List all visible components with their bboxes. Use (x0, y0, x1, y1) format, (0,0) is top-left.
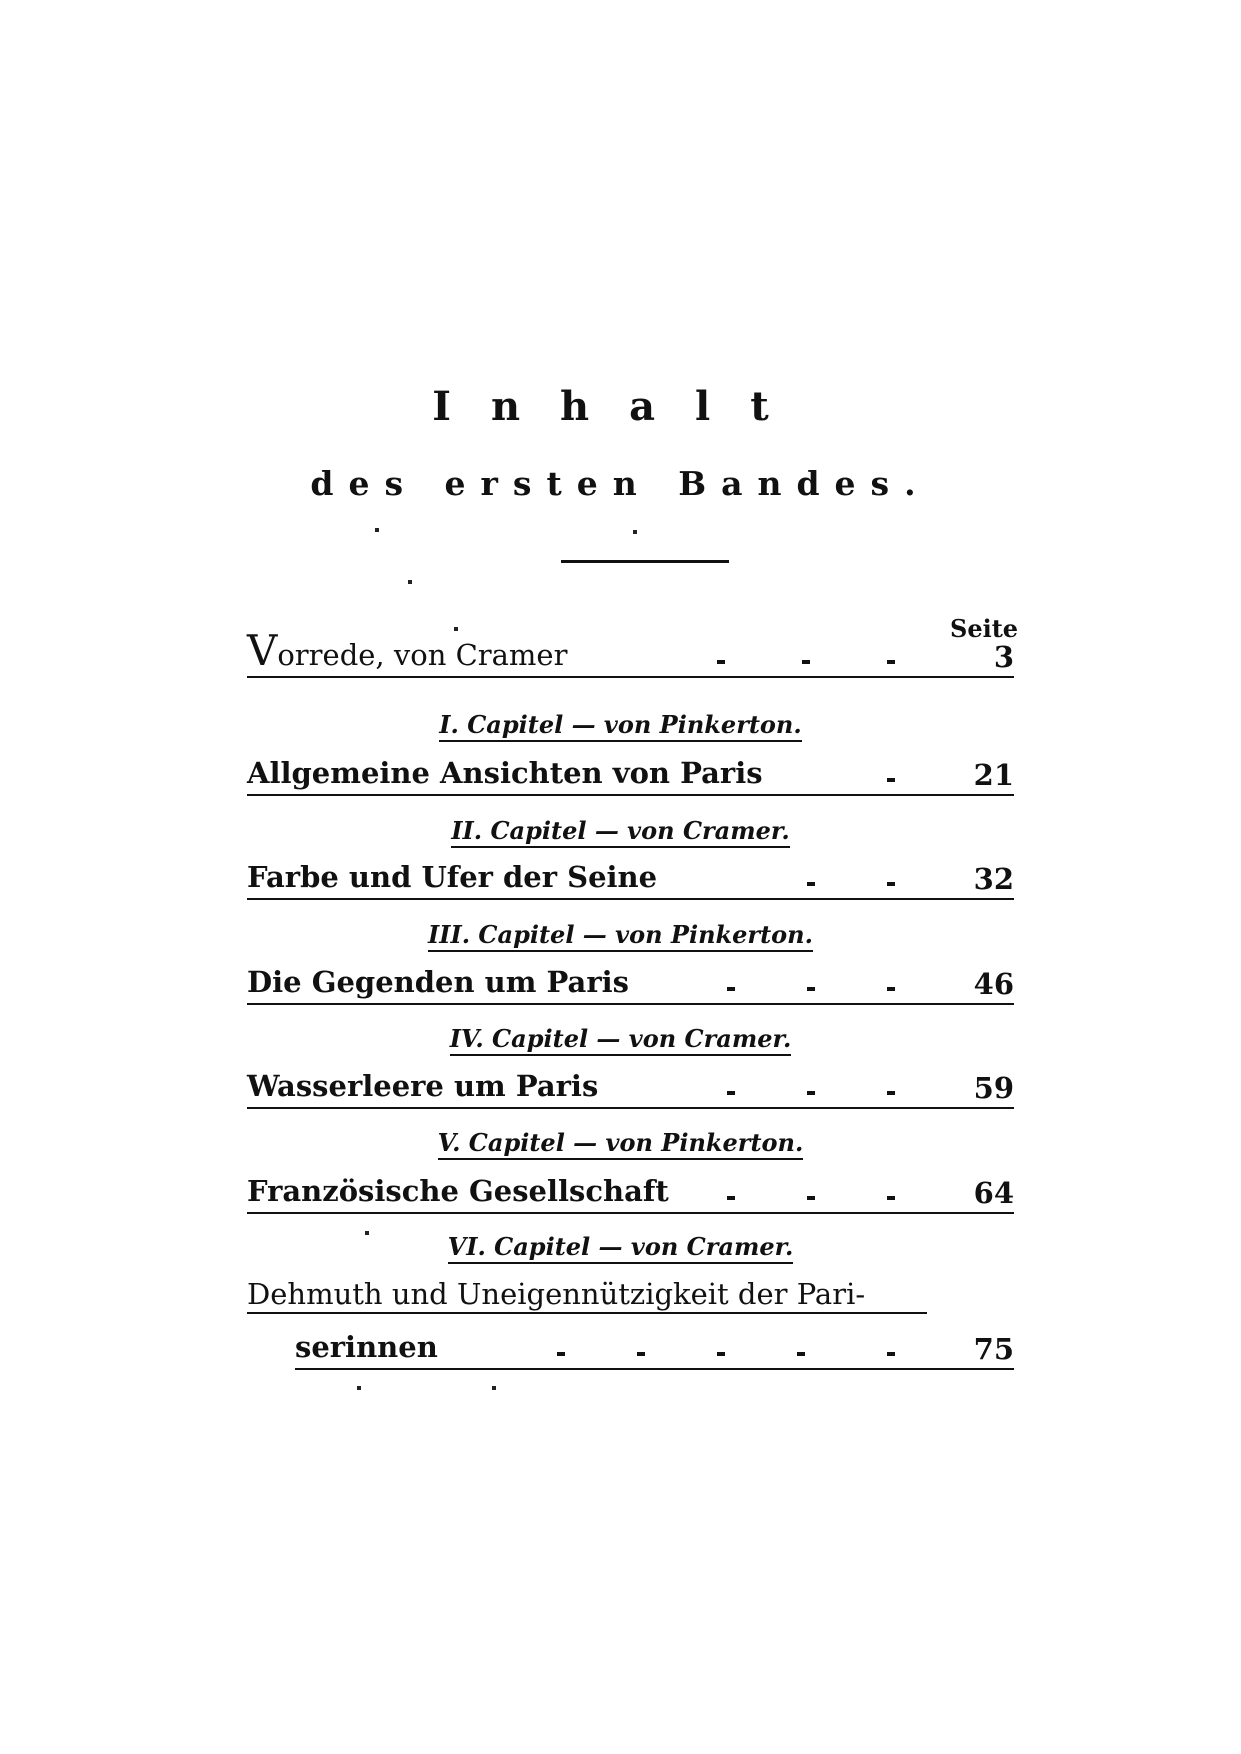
scan-speck (375, 528, 379, 532)
leader-dots (247, 975, 1014, 995)
leader-dot (887, 882, 895, 886)
scan-speck (492, 1386, 496, 1390)
leader-dot (887, 1196, 895, 1200)
toc-title: Inhalt (432, 383, 809, 430)
leader-dot (887, 778, 895, 782)
leader-dot (637, 1352, 645, 1356)
chapter-heading (0, 1128, 1241, 1158)
chapter-heading-text: V. Capitel — von Pinkerton. (438, 1128, 804, 1160)
leader-dot (887, 1352, 895, 1356)
chapter-heading-text: II. Capitel — von Cramer. (451, 816, 789, 848)
toc-entry (295, 1322, 1014, 1370)
scan-speck (454, 627, 458, 631)
toc-entry-page: 46 (973, 967, 1014, 1001)
leader-dot (887, 660, 895, 664)
leader-dot (807, 1091, 815, 1095)
leader-dot (727, 1196, 735, 1200)
toc-entry-title: Französische Gesellschaft (247, 1174, 669, 1208)
toc-entry-page: 64 (973, 1176, 1014, 1210)
leader-dots (247, 1184, 1014, 1204)
leader-dots (247, 766, 1014, 786)
leader-dot (727, 987, 735, 991)
leader-dot (807, 882, 815, 886)
toc-entry-title: Die Gegenden um Paris (247, 965, 629, 999)
toc-entry (247, 748, 1014, 796)
leader-dots (247, 1079, 1014, 1099)
toc-entry-title: Wasserleere um Paris (247, 1069, 599, 1103)
title-divider (561, 560, 729, 563)
toc-entry-title-line1: Dehmuth und Uneigennützigkeit der Pari- (247, 1276, 927, 1314)
toc-entry-page: 21 (973, 758, 1014, 792)
leader-dot (717, 660, 725, 664)
page-column-label: Seite (950, 614, 1019, 643)
toc-entry (247, 957, 1014, 1005)
leader-dots (247, 648, 1014, 668)
leader-dot (887, 1091, 895, 1095)
scan-speck (633, 530, 637, 534)
leader-dots (247, 870, 1014, 890)
toc-entry-page: 32 (973, 862, 1014, 896)
leader-dot (557, 1352, 565, 1356)
toc-entry-page: 3 (993, 640, 1014, 674)
leader-dot (802, 660, 810, 664)
leader-dot (807, 1196, 815, 1200)
toc-entry-page: 75 (973, 1332, 1014, 1366)
chapter-heading-text: III. Capitel — von Pinkerton. (428, 920, 813, 952)
chapter-heading (0, 920, 1241, 950)
toc-entry (247, 1061, 1014, 1109)
chapter-heading-text: VI. Capitel — von Cramer. (448, 1232, 794, 1264)
chapter-heading-text: IV. Capitel — von Cramer. (450, 1024, 792, 1056)
toc-subtitle: des ersten Bandes. (310, 464, 931, 503)
chapter-heading (0, 710, 1241, 740)
scan-speck (357, 1386, 361, 1390)
leader-dot (727, 1091, 735, 1095)
toc-entry (247, 852, 1014, 900)
scan-speck (408, 580, 412, 584)
chapter-heading (0, 1024, 1241, 1054)
scan-speck (365, 1231, 369, 1235)
toc-entry-title: Allgemeine Ansichten von Paris (247, 756, 763, 790)
toc-entry-title-line2: serinnen (295, 1330, 438, 1364)
leader-dot (807, 987, 815, 991)
toc-entry-page: 59 (973, 1071, 1014, 1105)
toc-entry-initial: V (247, 626, 278, 675)
chapter-heading (0, 1232, 1241, 1262)
leader-dot (797, 1352, 805, 1356)
toc-entry-title-rest: orrede, von Cramer (277, 638, 568, 672)
chapter-heading (0, 816, 1241, 846)
chapter-heading-text: I. Capitel — von Pinkerton. (439, 710, 801, 742)
toc-entry (247, 1166, 1014, 1214)
leader-dot (887, 987, 895, 991)
toc-entry-title: Farbe und Ufer der Seine (247, 860, 658, 894)
leader-dot (717, 1352, 725, 1356)
